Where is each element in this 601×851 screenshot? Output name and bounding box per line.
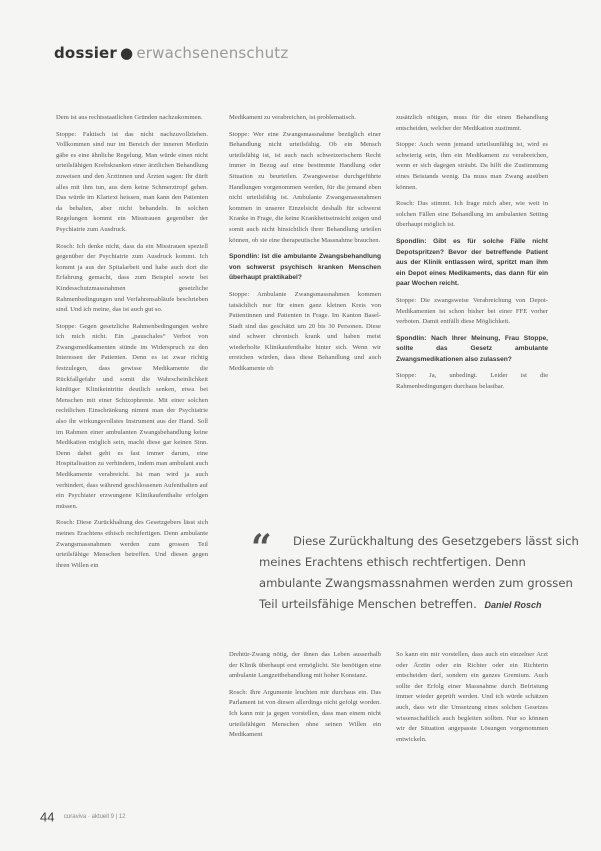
magazine-name: curaviva · aktuell 9 | 12	[63, 813, 126, 820]
interview-question: Spondlin: Gibt es für solche Fälle nicht Depotspritzen? Bevor der betreffende Patient aus der Klinik entlassen wird, spritzt man ihm ein Depot eines Medikaments, das dann für ein paar Wochen reicht.	[396, 237, 548, 288]
body-paragraph: Rosch: Ihre Argumente leuchten mir durchaus ein. Das Parlament ist von diesen allerdings nicht gefolgt worden. Ich kann mir ja gegen vorstellen, dass man einem nicht urteilsfähigen Menschen ohne seinen Willen ein Medikament	[229, 688, 381, 739]
body-paragraph: So kann ein mir vorstellen, dass auch ein einzelner Arzt oder Ärztin oder ein Richter oder ein Richterin entscheiden darf, sondern ein ganzes Gremium. Auch sollte der Erfolg einer Massnahme durch Befristung immer wieder geprüft werden. Und ich würde schätzen auch, dass wir die Umsetzung eines solchen Gesetzes wissenschaftlich auch begleiten sollten. Nur so können wir der Situation angepasste Lösungen vorgenommen entwickeln.	[396, 651, 548, 743]
body-paragraph: zusätzlich nötigen, muss für die einen Behandlung entscheiden, welcher der Medikation zustimmt.	[396, 114, 548, 132]
column-2	[229, 113, 381, 483]
column-3-lower	[396, 650, 548, 825]
interview-question: Spondlin: Nach Ihrer Meinung, Frau Stoppe, sollte das Gesetz ambulante Zwangsmedikationen also zulassen?	[396, 334, 548, 363]
pull-quote-body: Diese Zurückhaltung des Gesetzgebers lässt sich meines Erachtens ethisch rechtfertigen. Denn ambulante Zwangsmassnahmen werden zum grossen Teil urteilsfähige Menschen betreffen.	[259, 534, 579, 611]
pull-quote-text	[259, 531, 579, 616]
body-paragraph: Stoppe: Auch wenn jemand urteilsunfähig ist, wird es schwierig sein, ihm ein Medikament zu verabreichen, wenn er sich dagegen sträubt. Da hilft die Zustimmung eines Beistands wenig. Da muss man Zwang ausüben können.	[396, 141, 548, 191]
column-2-lower	[229, 650, 381, 825]
body-paragraph: Stoppe: Wer eine Zwangsmassnahme bezüglich einer Behandlung nicht urteilsfähig. Ob ein Mensch urteilsfähig ist, ist auch nach schweizerischem Recht immer in Bezug auf eine bestimmte Handlung oder Situation zu beurteilen. Zwangsweise durchgeführte Handlungen vorgenommen werden, für die jemand eben nicht urteilsfähig ist. Ambulante Zwangsmassnahmen kommen in unserer Einzelsicht deshalb für schwerst Kranke in Frage, die keine Krankheitseinsicht zeigen und somit auch nicht hinsichtlich ihrer Behandlung urteilen können, ob sie eine therapeutische Massnahme brauchen.	[229, 130, 381, 244]
body-paragraph: Stoppe: Faktisch ist das nicht nachzuvollziehen. Vollkommen sind nur im Bereich der inneren Medizin gäbe es eine ähnliche Regelung. Man würde einen nicht urteilsfähigen Krebskranken einer ärztlichen Behandlung zuweisen und den Ärztinnen und Ärzten sagen: Ihr dürft alles mit ihm tun, aus dem keine Schmerztropf gehen. Das würde im Klartext heissen, man kann den Patienten da behalten, aber nicht behandeln. In solchen Regelungen kommt ein Misstrauen gegenüber der Psychiatrie zum Ausdruck.	[56, 130, 208, 233]
quote-mark-icon: “	[251, 527, 272, 569]
body-paragraph: Rosch: Ich denke nicht, dass da ein Misstrauen speziell gegenüber der Psychiatrie zum Ausdruck kommt. Ich kommt ja aus der Spitalarbeit und habe auch dort die Erfahrung gemacht, dass zum Beispiel sowie bei Kindesschutzmassnahmen gesetzliche Rahmenbedingungen und Verfahrensabläufe beschrieben sind. Und ich meine, das ist auch gut so.	[56, 242, 208, 314]
topic-label: erwachsenenschutz	[136, 44, 289, 62]
page-number: 44	[40, 809, 55, 825]
body-paragraph: Medikament zu verabreichen, ist problematisch.	[229, 114, 357, 121]
pull-quote-author: Daniel Rosch	[484, 600, 542, 610]
page-footer	[40, 808, 126, 826]
body-paragraph: Rosch: Diese Zurückhaltung des Gesetzgebers lässt sich meines Erachtens ethisch rechtfertigen. Denn ambulante Zwangsmassnahmen werden zum grossen Teil urteilsfähige Menschen betreffen. Und diesen gegen ihren Willen ein	[56, 519, 208, 569]
column-3	[396, 113, 548, 483]
body-paragraph: Stoppe: Gegen gesetzliche Rahmenbedingungen wehre ich mich nicht. Ein „pauschales“ Verbot von Zwangsmedikamenten stünde im Widerspruch zu den Interessen der Patienten. Denn es ist zwar richtig festzulegen, dass gewisse Medikamente die Rückfallgefahr und somit die Wahrscheinlichkeit künftiger Klinikeintritte deutlich senken, etwa bei Menschen mit einer Schizophrenie. Mit einer solchen rechtlichen Einschränkung nimmt man der Psychiatrie also ihr wirkungsvollstes Instrument aus der Hand. Soll im Rahmen einer ambulanten Zwangsbehandlung keine Medikation möglich sein, macht diese gar keinen Sinn. Denn dabei geht es fast immer darum, eine Hospitalisation zu verhindern, indem man ambulant auch Medikamente verabreicht. Ist man wird ja auch verhindert, dass während geschlossenen Aufenthalten auf ein Psychiater erzwungene Klinikaufenthalte erfolgen müssen.	[56, 322, 208, 510]
section-label: dossier	[54, 44, 118, 62]
interview-question: Spondlin: Ist die ambulante Zwangsbehandlung von schwerst psychisch kranken Menschen überhaupt praktikabel?	[229, 253, 381, 282]
body-paragraph: Rosch: Das stimmt. Ich frage mich aber, wie weit in solchen Fällen eine Behandlung im ambulanten Setting überhaupt möglich ist.	[396, 200, 548, 229]
column-1	[56, 113, 208, 823]
body-paragraph: Stoppe: Ja, unbedingt. Leider ist die Rahmenbedingungen durchaus belastbar.	[396, 372, 548, 391]
section-header	[54, 44, 288, 62]
body-paragraph: Dem ist aus rechtsstaatlichen Gründen nachzukommen.	[56, 114, 203, 121]
body-paragraph: Stoppe: Ambulante Zwangsmassnahmen kommen tatsächlich nur für einen ganz kleinen Kreis von Patientinnen und Patienten in Frage. Im Kanton Basel-Stadt sind das geschätzt um 20 bis 30 Personen. Diese sind schwer chronisch krank und haben meist wiederholte Klinikaufenthalte hinter sich. Wenn wir erreichen würden, dass diese Behandlung und auch Medikamente ob	[229, 290, 381, 373]
body-paragraph: Drehtür-Zwang nötig, der ihnen das Leben ausserhalb der Klinik überhaupt erst ermöglicht. Sie benötigen eine ambulante Langzeitbehandlung mit hoher Konstanz.	[229, 651, 381, 680]
bullet-icon: ●	[120, 44, 134, 62]
body-paragraph: Stoppe: Die zwangsweise Verabreichung von Depot-Medikamenten ist schon bisher bei einer FFE vorher verboten. Damit entfällt diese Möglichkeit.	[396, 296, 548, 326]
